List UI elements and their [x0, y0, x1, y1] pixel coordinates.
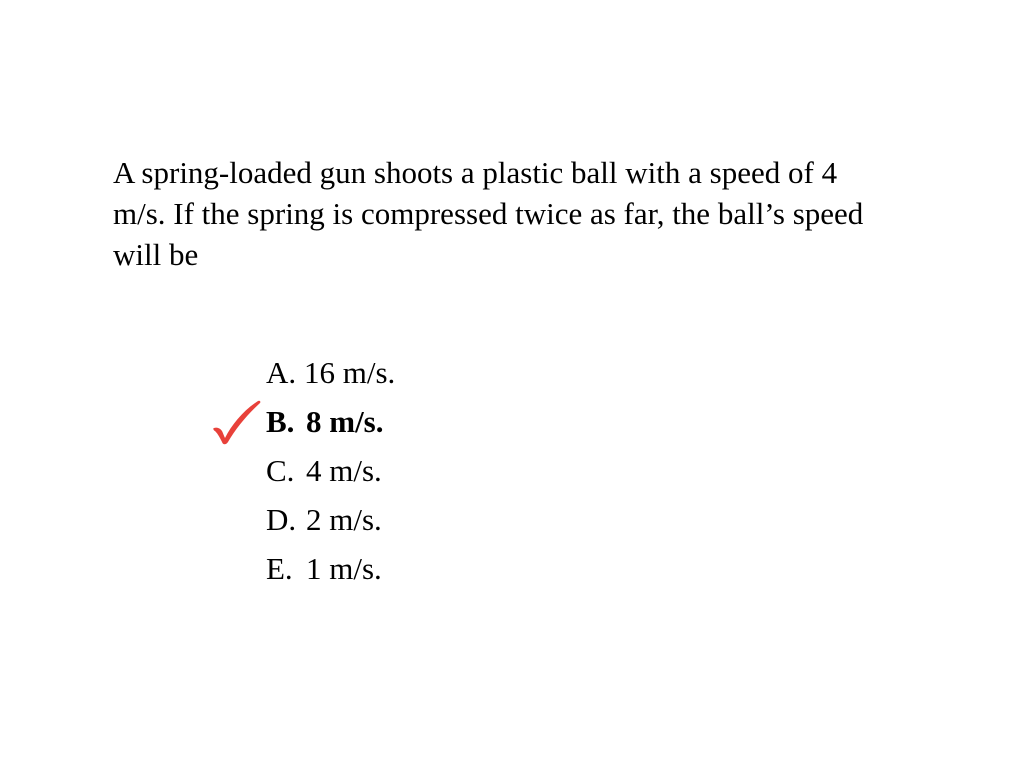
option-letter: C. [266, 453, 295, 488]
option-text: 16 m/s. [304, 355, 396, 390]
option-d[interactable] [266, 495, 395, 544]
option-letter: D. [266, 502, 297, 537]
option-letter: B. [266, 404, 295, 439]
option-b[interactable] [266, 397, 395, 446]
option-text: 2 m/s. [306, 502, 382, 537]
option-c[interactable] [266, 446, 395, 495]
option-text: 4 m/s. [306, 453, 382, 488]
answer-options [266, 348, 395, 593]
question-text: A spring-loaded gun shoots a plastic ball with a speed of 4 m/s. If the spring is compressed twice as far, the ball’s speed will be [113, 155, 864, 272]
option-text: 1 m/s. [306, 551, 382, 586]
option-e[interactable] [266, 544, 395, 593]
option-a[interactable] [266, 348, 395, 397]
checkmark-icon [208, 398, 264, 446]
option-letter: A. [266, 355, 297, 390]
option-text: 8 m/s. [306, 404, 384, 439]
option-letter: E. [266, 551, 293, 586]
